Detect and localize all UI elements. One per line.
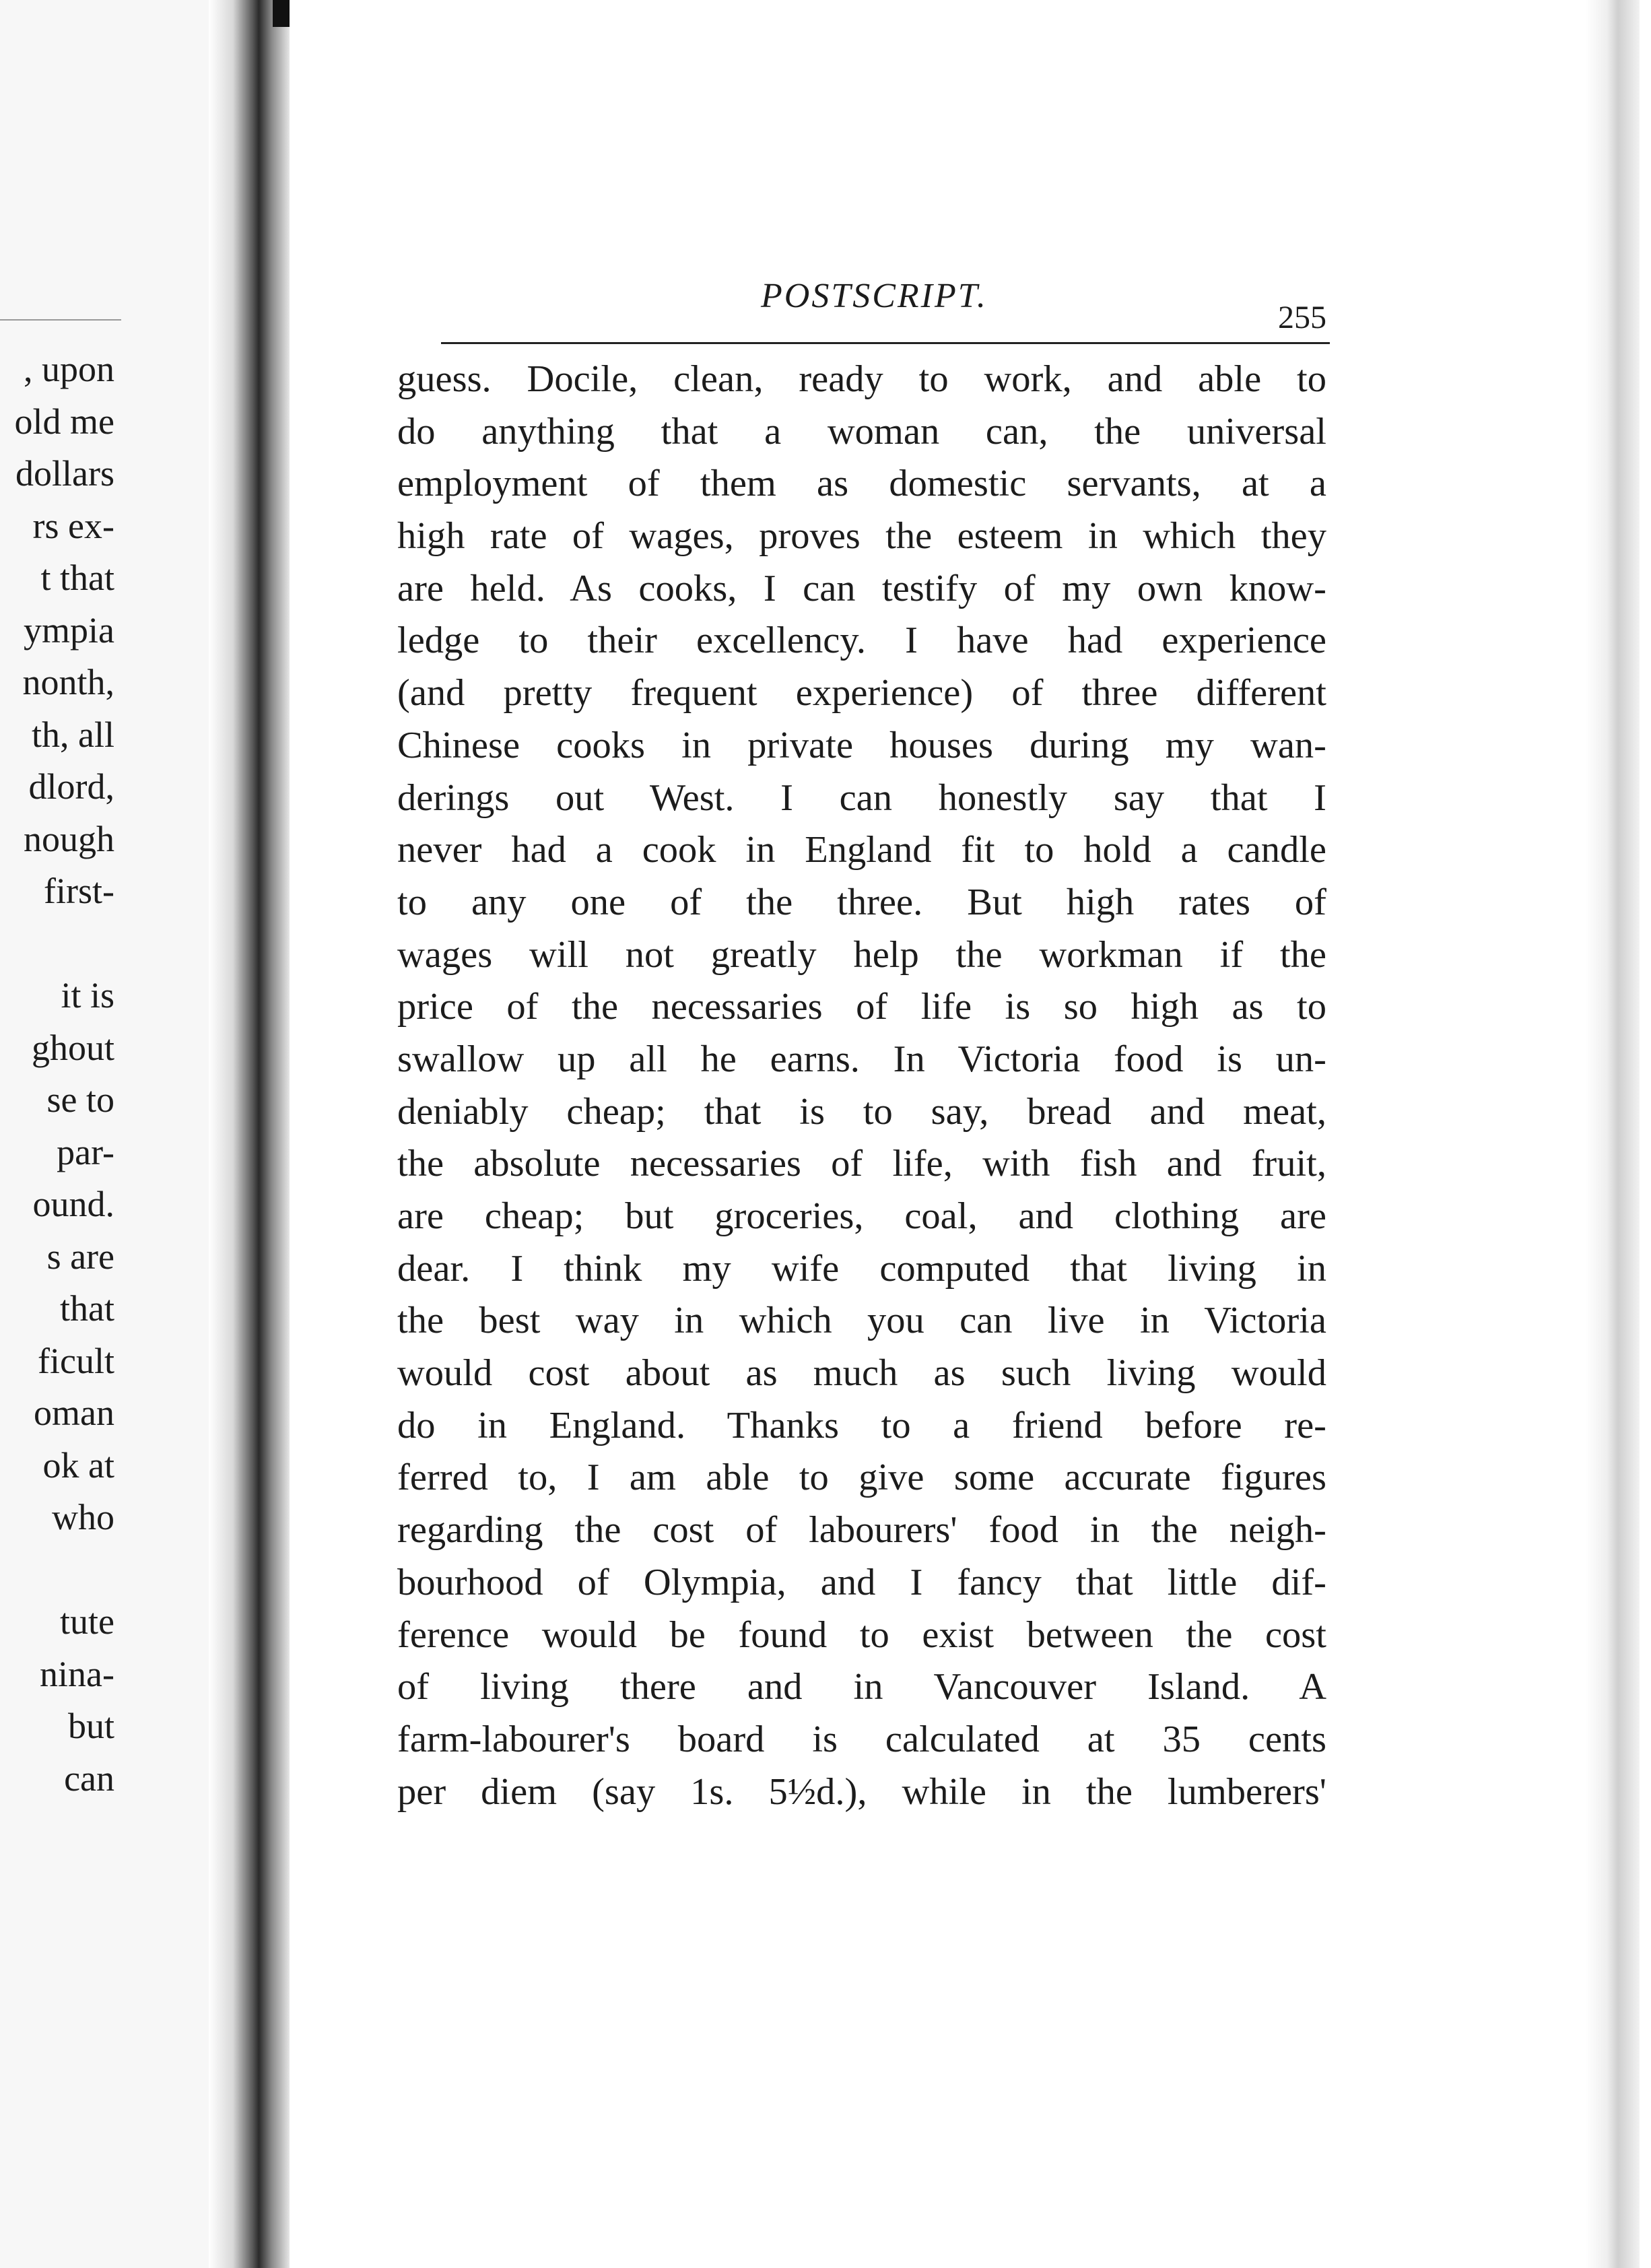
text-line: ferred to, I am able to give some accurate figures	[397, 1457, 1326, 1499]
text-line: Chinese cooks in private houses during my wan-	[397, 724, 1326, 766]
left-line: ok at	[42, 1444, 114, 1486]
text-line: regarding the cost of labourers' food in the neigh-	[397, 1509, 1326, 1552]
left-line: first-	[44, 871, 114, 911]
left-line	[0, 918, 114, 970]
left-line	[0, 1544, 114, 1597]
left-line: se to	[46, 1079, 114, 1120]
left-facing-page	[0, 0, 222, 2268]
left-line: th, all	[32, 714, 114, 755]
text-line: dear. I think my wife computed that living in	[397, 1247, 1326, 1290]
book-gutter-shadow	[209, 0, 290, 2268]
left-page-text	[0, 343, 114, 1805]
text-line: the best way in which you can live in Victoria	[397, 1300, 1326, 1342]
left-line: who	[52, 1497, 114, 1537]
left-line: tute	[60, 1601, 114, 1642]
text-line: derings out West. I can honestly say that I	[397, 776, 1326, 819]
text-line: employment of them as domestic servants, at a	[397, 463, 1326, 505]
left-line: dollars	[15, 453, 114, 494]
text-line: would cost about as much as such living would	[397, 1352, 1326, 1395]
left-line: ympia	[24, 609, 114, 651]
left-line: s are	[46, 1236, 114, 1277]
left-line: ficult	[38, 1340, 114, 1381]
left-line: oman	[34, 1393, 114, 1433]
left-line: rs ex-	[32, 505, 114, 546]
left-line: ound.	[32, 1184, 114, 1224]
text-line: are cheap; but groceries, coal, and clothing are	[397, 1195, 1326, 1237]
text-line: never had a cook in England fit to hold a candle	[397, 829, 1326, 871]
left-line: , upon	[24, 349, 114, 389]
left-line: that	[60, 1288, 114, 1329]
text-line: are held. As cooks, I can testify of my own know-	[397, 567, 1326, 609]
left-line: can	[64, 1758, 114, 1799]
left-line: nina-	[40, 1653, 114, 1694]
header-rule	[441, 342, 1330, 344]
text-line: do in England. Thanks to a friend before re-	[397, 1404, 1326, 1446]
text-line: of living there and in Vancouver Island. A	[397, 1666, 1326, 1708]
text-line: per diem (say 1s. 5½d.), while in the lumberers'	[397, 1770, 1326, 1813]
text-line: bourhood of Olympia, and I fancy that little dif-	[397, 1561, 1326, 1603]
page-edge-shadow	[1586, 0, 1640, 2268]
text-line: do anything that a woman can, the universal	[397, 410, 1326, 453]
left-line: dlord,	[28, 766, 114, 807]
text-line: deniably cheap; that is to say, bread and meat,	[397, 1090, 1326, 1133]
text-line: ference would be found to exist between the cost	[397, 1613, 1326, 1656]
text-line: guess. Docile, clean, ready to work, and able to	[397, 358, 1326, 400]
left-line: nonth,	[22, 662, 114, 702]
left-page-header-rule	[0, 319, 121, 321]
body-text	[397, 354, 1326, 1818]
text-line: wages will not greatly help the workman if the	[397, 933, 1326, 976]
text-line: high rate of wages, proves the esteem in which they	[397, 515, 1326, 558]
left-line: par-	[57, 1131, 114, 1172]
text-line: the absolute necessaries of life, with fish and fruit,	[397, 1143, 1326, 1185]
text-line: ledge to their excellency. I have had experience	[397, 620, 1326, 662]
left-line: but	[67, 1706, 114, 1746]
text-line: price of the necessaries of life is so high as to	[397, 986, 1326, 1028]
left-line: ghout	[31, 1027, 114, 1068]
text-line: to any one of the three. But high rates of	[397, 881, 1326, 923]
text-line: farm-labourer's board is calculated at 35 cents	[397, 1718, 1326, 1760]
left-line: old me	[14, 401, 114, 442]
page-number: 255	[1278, 300, 1326, 335]
text-line: swallow up all he earns. In Victoria food is un-	[397, 1038, 1326, 1080]
running-head-title: POSTSCRIPT.	[761, 277, 988, 315]
left-line: t that	[40, 558, 114, 598]
left-line: it is	[61, 975, 114, 1015]
left-line: nough	[24, 818, 114, 859]
text-line: (and pretty frequent experience) of three different	[397, 672, 1326, 714]
